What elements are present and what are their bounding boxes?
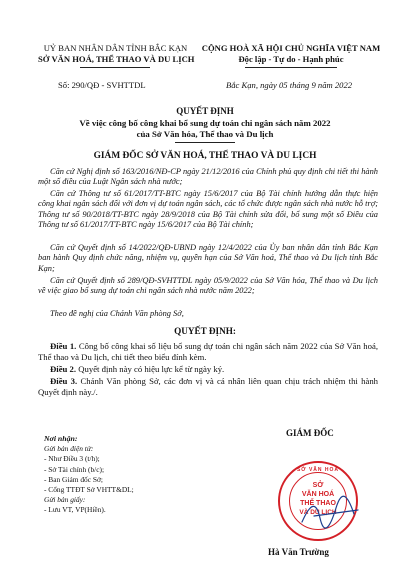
place-date: Bắc Kạn, ngày 05 tháng 9 năm 2022 [226, 80, 353, 90]
preamble-3: Căn cứ Quyết định số 14/2022/QĐ-UBND ngày 12/4/2022 của Ủy ban nhân dân tỉnh Bắc Kạn ban hành Quy định chức năng, nhiệm vụ, quyền hạn của Sở Văn hoá, Thể thao và Du lịch tỉnh Bắc Kạn; [38, 243, 378, 273]
recipients-heading: Nơi nhận: [44, 434, 78, 443]
seal-line-4: VÀ DU LỊCH [299, 509, 337, 516]
issuer-block [38, 43, 193, 65]
motto-underline [245, 67, 337, 68]
signer-title: GIÁM ĐỐC [286, 428, 334, 438]
preamble-5: Theo đề nghị của Chánh Văn phòng Sở, [50, 309, 184, 318]
article-2: Điều 2. Quyết định này có hiệu lực kể từ ngày ký. [50, 364, 225, 374]
seal-line-1: SỞ [312, 482, 324, 489]
seal-line-3: THỂ THAO [300, 500, 336, 507]
document-number: Số: 290/QĐ - SVHTTDL [58, 80, 146, 90]
seal-ring-text: SỞ VĂN HOÁ [296, 467, 340, 473]
preamble-1: Căn cứ Nghị định số 163/2016/NĐ-CP ngày 21/12/2016 của Chính phủ quy định chi tiết thi hành một số điều của Luật Ngân sách nhà nước; [38, 167, 378, 187]
issuing-authority: GIÁM ĐỐC SỞ VĂN HOÁ, THỂ THAO VÀ DU LỊCH [93, 151, 317, 161]
document-subject-line2: của Sở Văn hóa, Thể thao và Du lịch [136, 129, 274, 139]
recipients-block [44, 434, 134, 516]
motto: Độc lập - Tự do - Hạnh phúc [238, 54, 344, 64]
recipients-paper-heading: Gửi bản giấy: [44, 495, 86, 505]
recipient-item: - Cổng TTĐT Sở VHTT&DL; [44, 485, 134, 495]
document-subject-line1: Về việc công bố công khai bổ sung dự toán chi ngân sách năm 2022 [79, 118, 331, 128]
preamble-2: Căn cứ Thông tư số 61/2017/TT-BTC ngày 15/6/2017 của Bộ Tài chính hướng dẫn thực hiện công khai ngân sách đối với đơn vị dự toán ngân sách, các tổ chức được ngân sách nhà nước hỗ trợ; Thông tư số 90/2018/TT-BTC ngày 28/9/2018 của Bộ Tài chính sửa đổi, bổ sung một số Điều của Thông tư số 61/2017/TT-BTC ngày 15/6/2017 của Bộ Tài chính; [38, 189, 378, 230]
article-3: Điều 3. Chánh Văn phòng Sở, các đơn vị và cá nhân liên quan chịu trách nhiệm thi hành Quyết định này./. [38, 376, 379, 397]
issuer-underline [80, 67, 150, 68]
decision-heading: QUYẾT ĐỊNH: [174, 326, 236, 336]
nation-name: CỘNG HOÀ XÃ HỘI CHỦ NGHĨA VIỆT NAM [201, 43, 381, 53]
preamble-4: Căn cứ Quyết định số 289/QĐ-SVHTTDL ngày 05/9/2022 của Sở Văn hóa, Thể thao và Du lịch về việc giao bổ sung dự toán chi ngân sách nhà nước năm 2022; [38, 276, 378, 296]
national-motto-block [196, 43, 386, 65]
recipient-item: - Như Điều 3 (t/h); [44, 454, 100, 464]
issuer-name: SỞ VĂN HOÁ, THỂ THAO VÀ DU LỊCH [38, 54, 195, 64]
article-1: Điều 1. Công bố công khai số liệu bổ sung dự toán chi ngân sách năm 2022 của Sở Văn hoá, Thể thao và Du lịch, chi tiết theo biểu đính kèm. [38, 341, 379, 362]
handwritten-signature [296, 488, 366, 538]
signer-name: Hà Văn Trường [268, 547, 329, 557]
recipient-item: - Sở Tài chính (b/c); [44, 464, 105, 474]
seal-line-2: VĂN HOÁ [301, 491, 335, 498]
recipient-item: - Lưu VT, VP(Hiền). [44, 505, 106, 515]
recipients-electronic-heading: Gửi bản điện tử: [44, 444, 94, 454]
issuer-parent: UỶ BAN NHÂN DÂN TỈNH BẮC KẠN [43, 43, 188, 53]
document-title: QUYẾT ĐỊNH [176, 106, 234, 116]
recipient-item: - Ban Giám đốc Sở; [44, 474, 103, 484]
subject-underline [175, 142, 235, 143]
